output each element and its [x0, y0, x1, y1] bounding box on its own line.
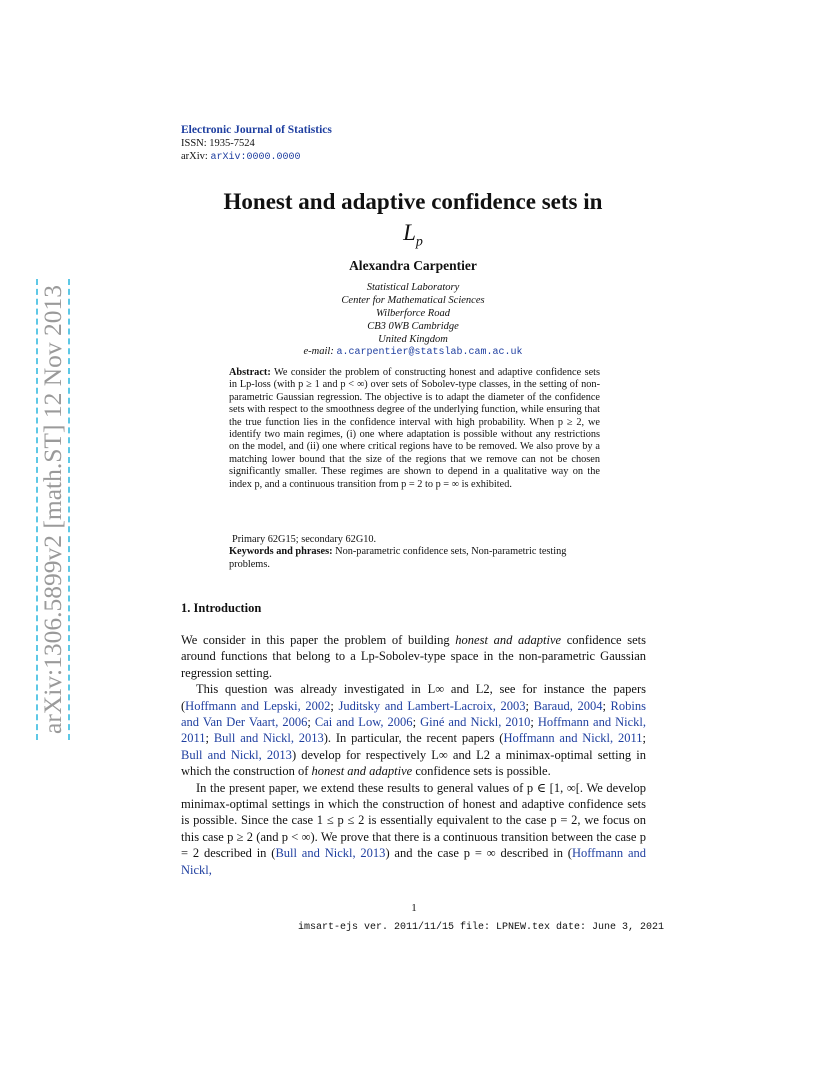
- page-footer: imsart-ejs ver. 2011/11/15 file: LPNEW.tex date: June 3, 2021: [298, 922, 665, 933]
- citation-link[interactable]: Hoffmann and Nickl,: [181, 846, 647, 877]
- citation-link[interactable]: Bull and Nickl, 2013: [275, 846, 386, 861]
- paragraph: This question was already investigated in L∞ and L2, see for instance the papers (Hoffmann and Lepski, 2002; Juditsky and Lambert-Lacroix, 2003; Baraud, 2004; Robins and Van Der Vaart, 2006; Cai and Low, 2006; Giné and Nickl, 2010; Hoffmann and Nickl, 2011; Bull and Nickl, 2013). In particular, the recent papers (Hoffmann and Nickl, 2011; Bull and Nickl, 2013) develop for respectively L∞ and L2 a minimax-optimal setting in which the construction of honest and adaptive confidence sets is possible.: [181, 682, 647, 779]
- citation-link[interactable]: Bull and Nickl, 2013: [181, 747, 292, 762]
- citation-link[interactable]: Bull and Nickl, 2013: [213, 731, 324, 746]
- abstract-text: We consider the problem of constructing honest and adaptive confidence sets in Lp-loss (with p ≥ 1 and p < ∞) over sets of Sobolev-type classes, in the setting of non-parametric Gaussian regression. The objective is to adapt the diameter of the confidence sets with respect to the smoothness degree of the underlying function, while ensuring that the true function lies in the confidence interval with high probability. When p ≥ 2, we identify two main regimes, (i) one where adaptation is possible without any restrictions on the model, and (ii) one where critical regions have to be removed. We also prove by a matching lower bound that the size of the regions that we remove can not be chosen significantly smaller. These regimes are shown to depend in a qualitative way on the index p, and a continuous transition from p = 2 to p = ∞ is exhibited.: [229, 367, 601, 490]
- paragraph: [181, 780, 646, 878]
- email-line: [140, 346, 686, 358]
- emphasis: honest and adaptive: [311, 764, 413, 779]
- text-run: ) develop for respectively L∞ and L2 a minimax-optimal setting in which the construction of: [181, 747, 646, 779]
- citation-link[interactable]: Cai and Low, 2006: [314, 715, 413, 730]
- author-name: Alexandra Carpentier: [349, 258, 477, 273]
- section-heading: 1. Introduction: [181, 601, 262, 615]
- arxiv-id-link[interactable]: arXiv:0000.0000: [210, 152, 301, 163]
- affiliation: [140, 281, 686, 346]
- citation-link[interactable]: Juditsky and Lambert-Lacroix, 2003: [338, 698, 526, 713]
- issn: ISSN: 1935-7524: [181, 138, 255, 149]
- citation-link[interactable]: Giné and Nickl, 2010: [420, 715, 531, 730]
- affiliation-line: CB3 0WB Cambridge: [367, 321, 459, 332]
- paper-title: Honest and adaptive confidence sets in: [223, 189, 603, 214]
- text-run: confidence sets around functions that belong to a Lp-Sobolev-type space in the non-parametric Gaussian regression setting.: [181, 633, 646, 680]
- citation-link[interactable]: Hoffmann and Nickl, 2011: [181, 715, 647, 746]
- affiliation-line: United Kingdom: [378, 334, 448, 345]
- paragraph: [181, 632, 646, 681]
- keywords-text: Non-parametric confidence sets, Non-parametric testing problems.: [229, 546, 567, 570]
- text-run: ) and the case p = ∞ described in (: [385, 846, 572, 861]
- title-symbol: L: [403, 220, 416, 245]
- title-subscript: p: [415, 234, 423, 250]
- abstract: [229, 367, 600, 491]
- body-text: [181, 632, 646, 878]
- msc-codes: Primary 62G15; secondary 62G10.: [232, 534, 377, 545]
- emphasis: honest and adaptive: [455, 633, 562, 647]
- affiliation-line: Statistical Laboratory: [366, 282, 460, 293]
- keywords-label: Keywords and phrases:: [229, 546, 333, 558]
- text-run: We consider in this paper the problem of building: [181, 633, 456, 647]
- affiliation-line: Wilberforce Road: [376, 308, 450, 319]
- citation-link[interactable]: Robins and Van Der Vaart, 2006: [181, 698, 646, 730]
- email-label: e-mail:: [303, 346, 337, 357]
- arxiv-id-line: [181, 151, 300, 163]
- arxiv-prefix: arXiv:: [181, 151, 211, 162]
- email-link[interactable]: a.carpentier@statslab.cam.ac.uk: [336, 347, 523, 358]
- text-run: This question was already investigated in L∞ and L2, see for instance the papers (: [181, 682, 646, 713]
- citation-link[interactable]: Hoffmann and Lepski, 2002: [185, 698, 331, 713]
- paper-title-symbol: [140, 220, 686, 251]
- page-number: 1: [411, 902, 417, 914]
- text-run: ). In particular, the recent papers (: [323, 731, 504, 746]
- keywords: [229, 546, 600, 571]
- arxiv-side-stamp: arXiv:1306.5899v2 [math.ST] 12 Nov 2013: [36, 279, 70, 740]
- journal-name[interactable]: Electronic Journal of Statistics: [181, 124, 332, 136]
- classification-block: [229, 534, 600, 571]
- affiliation-line: Center for Mathematical Sciences: [341, 295, 485, 306]
- text-run: confidence sets is possible.: [412, 764, 551, 779]
- citation-link[interactable]: Hoffmann and Nickl, 2011: [503, 731, 643, 746]
- citation-link[interactable]: Baraud, 2004: [533, 698, 603, 713]
- abstract-label: Abstract:: [229, 367, 271, 378]
- text-run: In the present paper, we extend these results to general values of p ∈ [1, ∞[. We develop minimax-optimal settings in which the construction of honest and adaptive confidence sets is possible. Since the case 1 ≤ p ≤ 2 is essentially equivalent to the case p = 2, we focus on this case p ≥ 2 (and p < ∞). We prove that there is a continuous transition between the case p = 2 described in (: [181, 780, 646, 861]
